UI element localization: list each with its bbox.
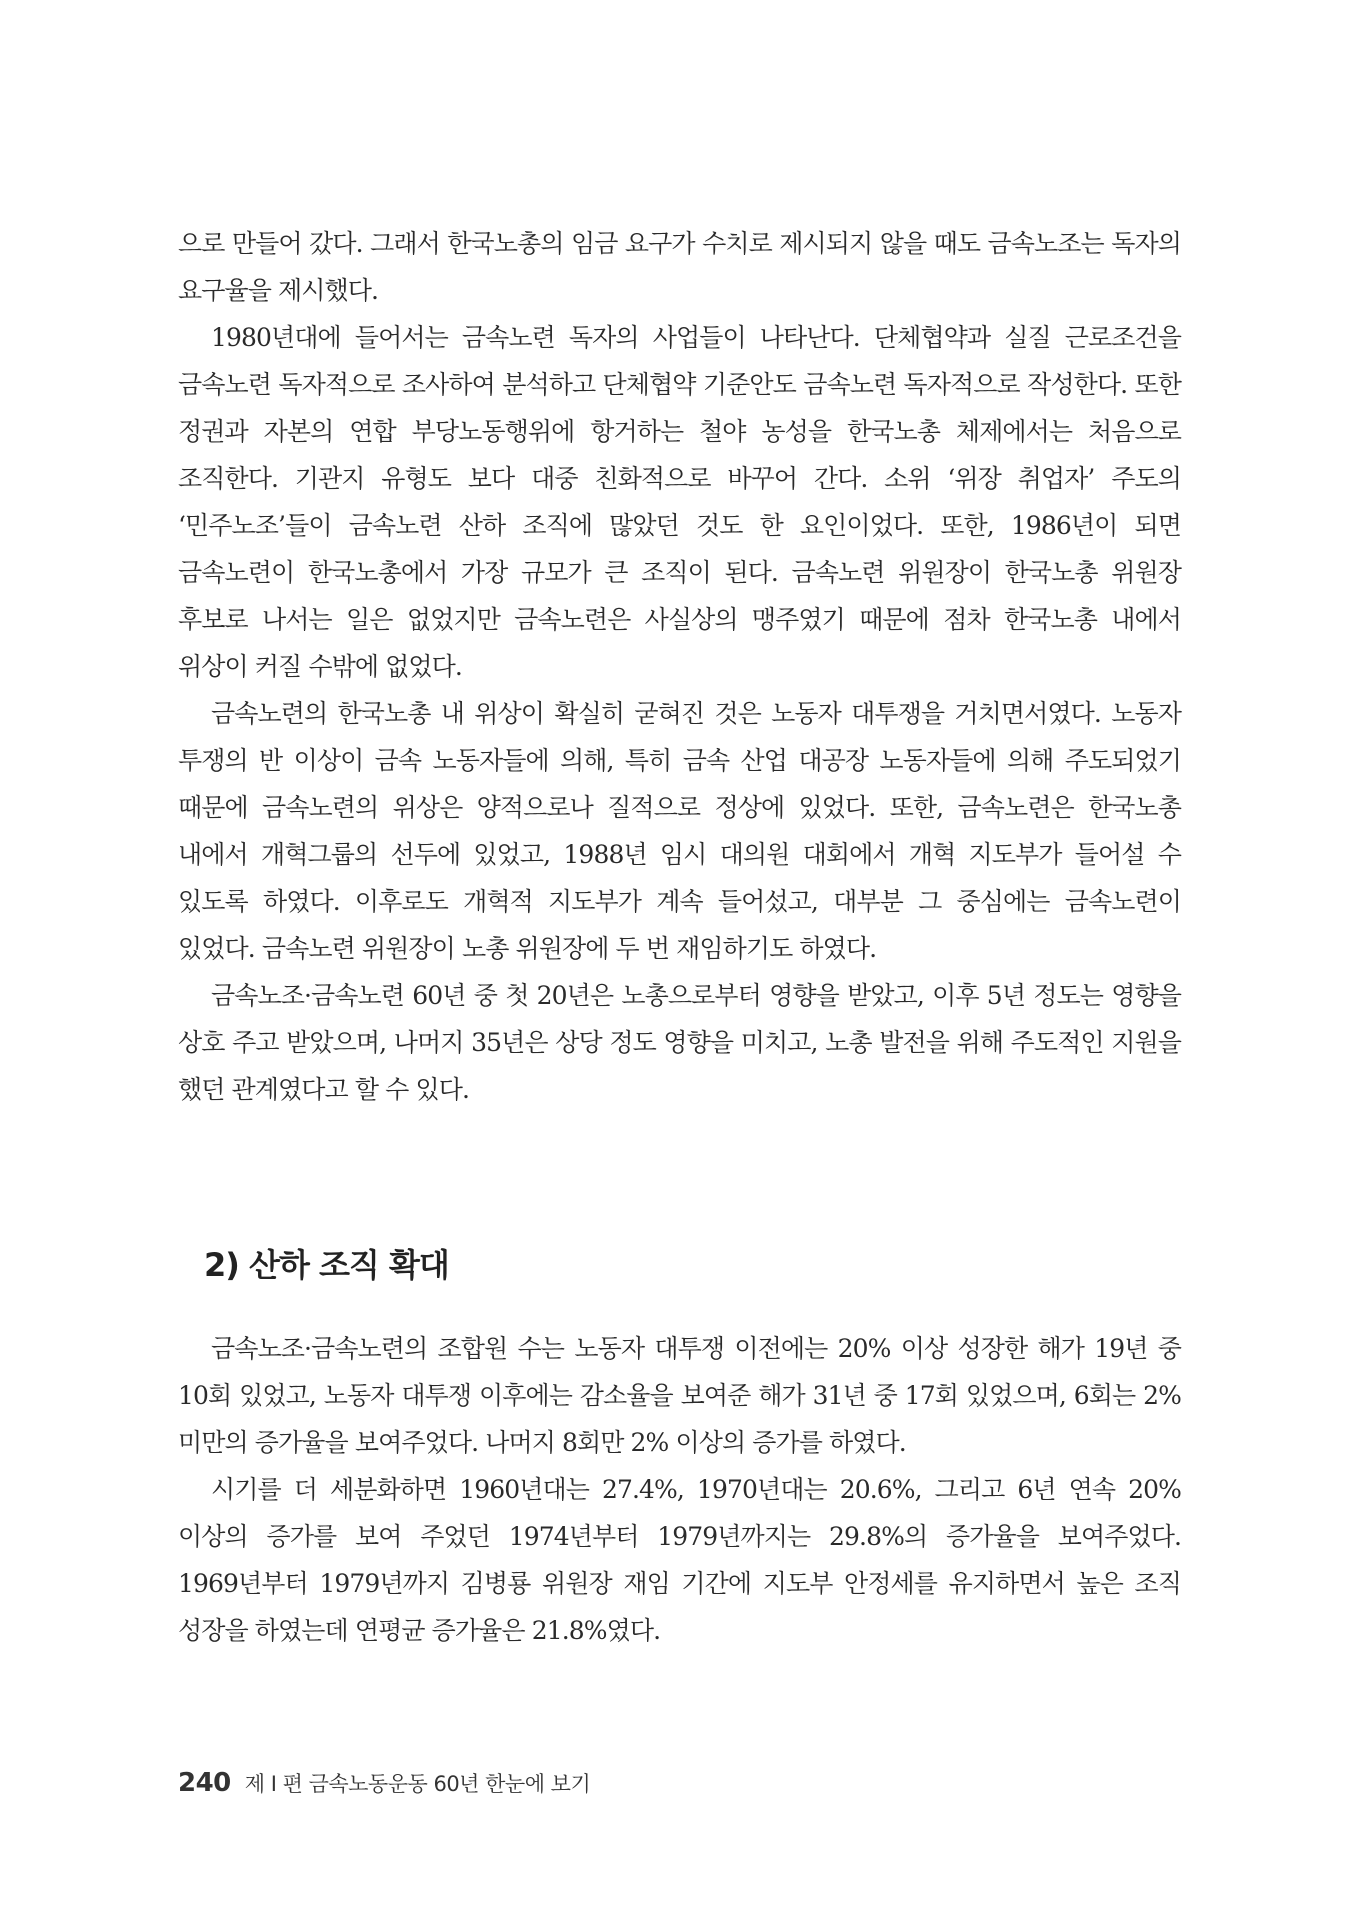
running-title: 제 I 편 금속노동운동 60년 한눈에 보기 [244,1772,591,1796]
section-heading: 2) 산하 조직 확대 [204,1246,449,1284]
paragraph-60-years-relation: 금속노조·금속노련 60년 중 첫 20년은 노총으로부터 영향을 받았고, 이후 5년 정도는 영향을 상호 주고 받았으며, 나머지 35년은 상당 정도 영향을 미치고, 노총 발전을 위해 주도적인 지원을 했던 관계였다고 할 수 있다. [178,981,1181,1104]
paragraph-1980s: 1980년대에 들어서는 금속노련 독자의 사업들이 나타난다. 단체협약과 실질 근로조건을 금속노련 독자적으로 조사하여 분석하고 단체협약 기준안도 금속노련 독자적으로 작성한다. 또한 정권과 자본의 연합 부당노동행위에 항거하는 철야 농성을 한국노총 체제에서는 처음으로 조직한다. 기관지 유형도 보다 대중 친화적으로 바꾸어 간다. 소위 ‘위장 취업자’ 주도의 ‘민주노조’들이 금속노련 산하 조직에 많았던 것도 한 요인이었다. 또한, 1986년이 되면 금속노련이 한국노총에서 가장 규모가 큰 조직이 된다. 금속노련 위원장이 한국노총 위원장 후보로 나서는 일은 없었지만 금속노련은 사실상의 맹주였기 때문에 점차 한국노총 내에서 위상이 커질 수밖에 없었다. [178,323,1181,681]
page-number: 240 [178,1768,231,1798]
paragraph-period-breakdown: 시기를 더 세분화하면 1960년대는 27.4%, 1970년대는 20.6%, 그리고 6년 연속 20% 이상의 증가를 보여 주었던 1974년부터 1979년까지는 29.8%의 증가율을 보여주었다. 1969년부터 1979년까지 김병룡 위원장 재임 기간에 지도부 안정세를 유지하면서 높은 조직 성장을 하였는데 연평균 증가율은 21.8%였다. [178,1475,1181,1645]
page-footer [178,1768,590,1798]
paragraph-great-struggle: 금속노련의 한국노총 내 위상이 확실히 굳혀진 것은 노동자 대투쟁을 거치면서였다. 노동자 투쟁의 반 이상이 금속 노동자들에 의해, 특히 금속 산업 대공장 노동자들에 의해 주도되었기 때문에 금속노련의 위상은 양적으로나 질적으로 정상에 있었다. 또한, 금속노련은 한국노총 내에서 개혁그룹의 선두에 있었고, 1988년 임시 대의원 대회에서 개혁 지도부가 들어설 수 있도록 하였다. 이후로도 개혁적 지도부가 계속 들어섰고, 대부분 그 중심에는 금속노련이 있었다. 금속노련 위원장이 노총 위원장에 두 번 재임하기도 하였다. [178,699,1181,963]
paragraph-membership-growth: 금속노조·금속노련의 조합원 수는 노동자 대투쟁 이전에는 20% 이상 성장한 해가 19년 중 10회 있었고, 노동자 대투쟁 이후에는 감소율을 보여준 해가 31년 중 17회 있었으며, 6회는 2% 미만의 증가율을 보여주었다. 나머지 8회만 2% 이상의 증가를 하였다. [178,1334,1181,1457]
paragraph-continuation: 으로 만들어 갔다. 그래서 한국노총의 임금 요구가 수치로 제시되지 않을 때도 금속노조는 독자의 요구율을 제시했다. [178,229,1181,305]
body-text-section-2 [178,1325,1181,1654]
body-text-section-1 [178,220,1181,1113]
